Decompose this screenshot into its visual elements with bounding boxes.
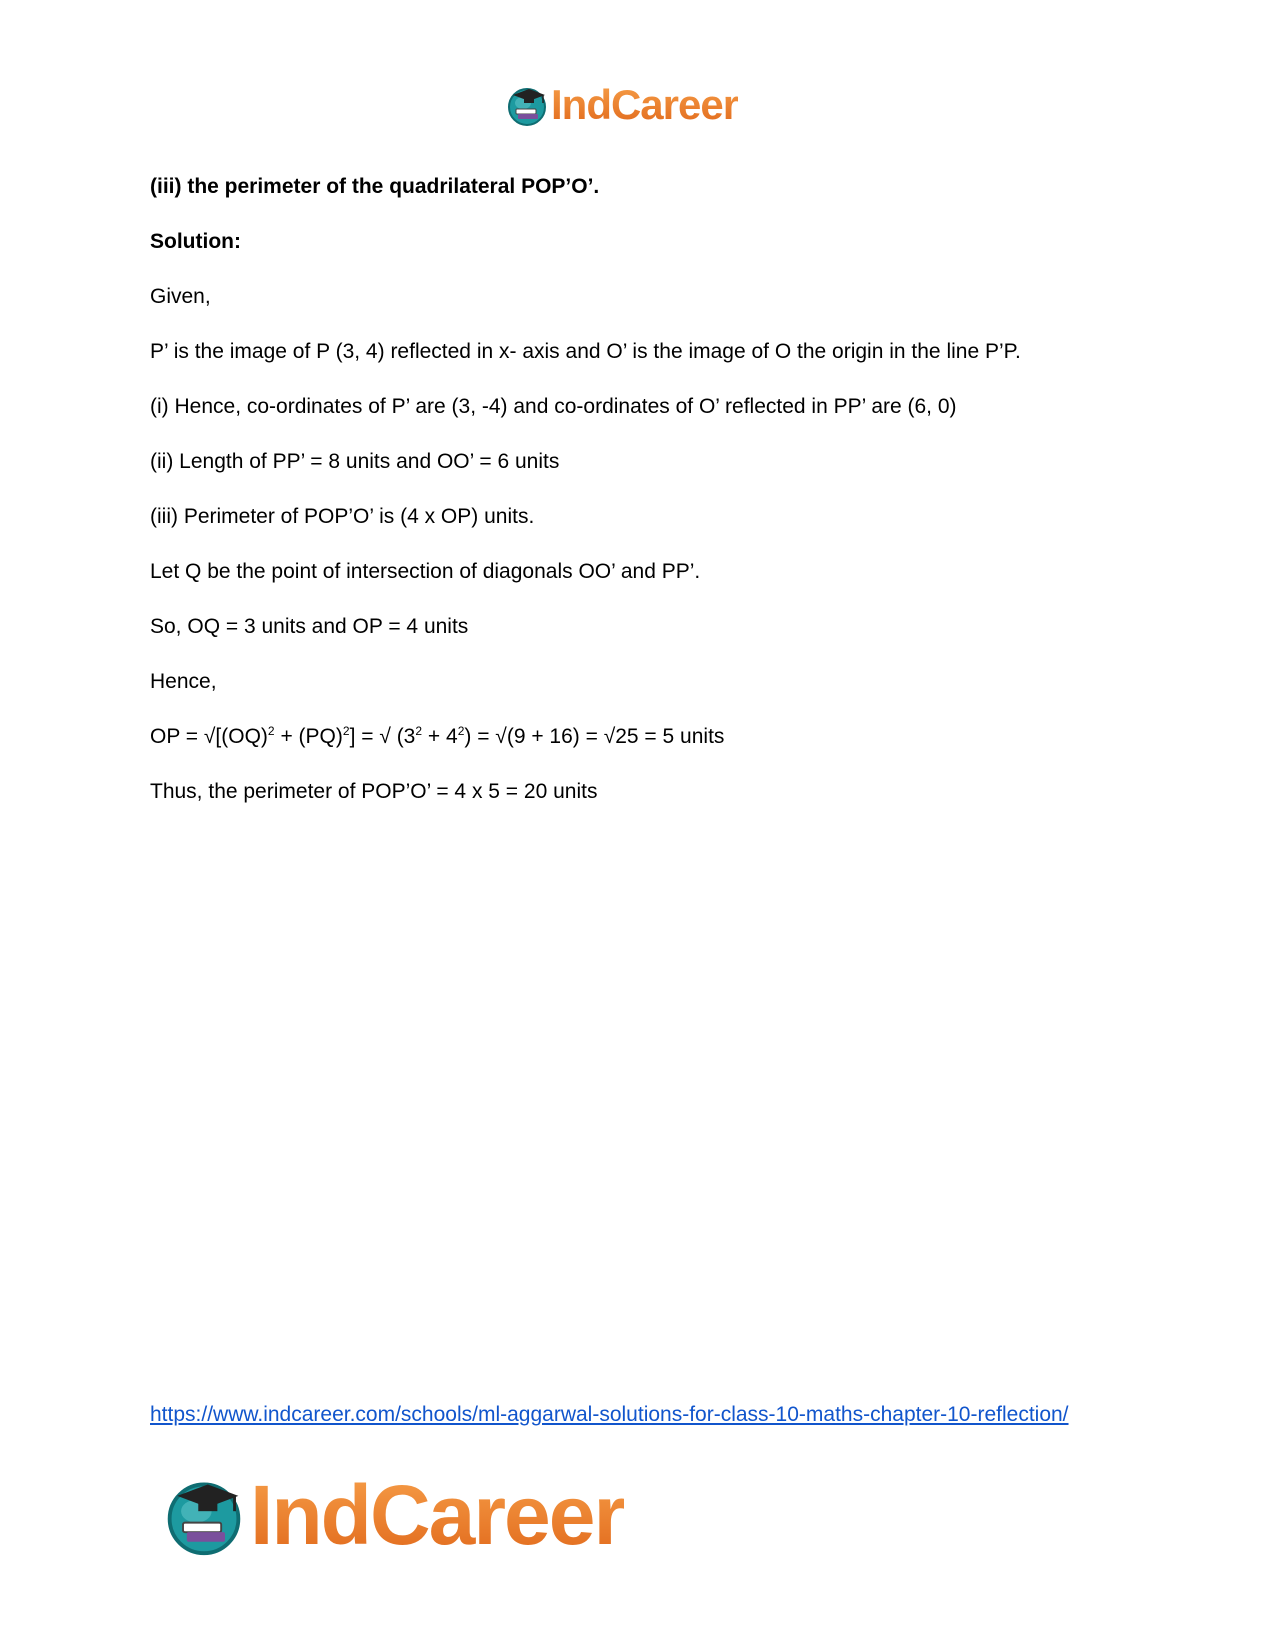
logo-wordmark-bottom: IndCareer — [250, 1467, 625, 1562]
indcareer-logo-top — [505, 80, 738, 130]
globe-graduation-icon — [505, 83, 549, 127]
solution-label: Solution: — [150, 230, 241, 253]
intersection-text: Let Q be the point of intersection of diagonals OO’ and PP’. — [150, 560, 701, 583]
problem-statement: P’ is the image of P (3, 4) reflected in x- axis and O’ is the image of O the origin in the line P’P. — [150, 340, 1021, 363]
given-label: Given, — [150, 285, 211, 308]
conclusion-text: Thus, the perimeter of POP’O’ = 4 x 5 = 20 units — [150, 780, 598, 803]
hence-label: Hence, — [150, 670, 217, 693]
solution-content — [150, 174, 1130, 834]
part-i-answer: (i) Hence, co-ordinates of P’ are (3, -4) and co-ordinates of O’ reflected in PP’ are (6, 0) — [150, 395, 957, 418]
globe-graduation-icon — [162, 1473, 246, 1557]
logo-wordmark-top: IndCareer — [551, 81, 739, 128]
source-url-link[interactable]: https://www.indcareer.com/schools/ml-aggarwal-solutions-for-class-10-maths-chapter-10-reflection/ — [150, 1403, 1069, 1426]
part-ii-answer: (ii) Length of PP’ = 8 units and OO’ = 6 units — [150, 450, 560, 473]
part-iii-answer: (iii) Perimeter of POP’O’ is (4 x OP) units. — [150, 505, 535, 528]
pythagoras-equation: OP = √[(OQ)$^2$ + (PQ)$^2$] = √ $(3^2 + 4^2) = √(9 + 16) = √25 = 5$ units — [150, 724, 725, 748]
oq-op-values: So, OQ = 3 units and OP = 4 units — [150, 615, 469, 638]
indcareer-logo-bottom — [162, 1467, 625, 1562]
question-text: (iii) the perimeter of the quadrilateral POP’O’. — [150, 175, 600, 198]
